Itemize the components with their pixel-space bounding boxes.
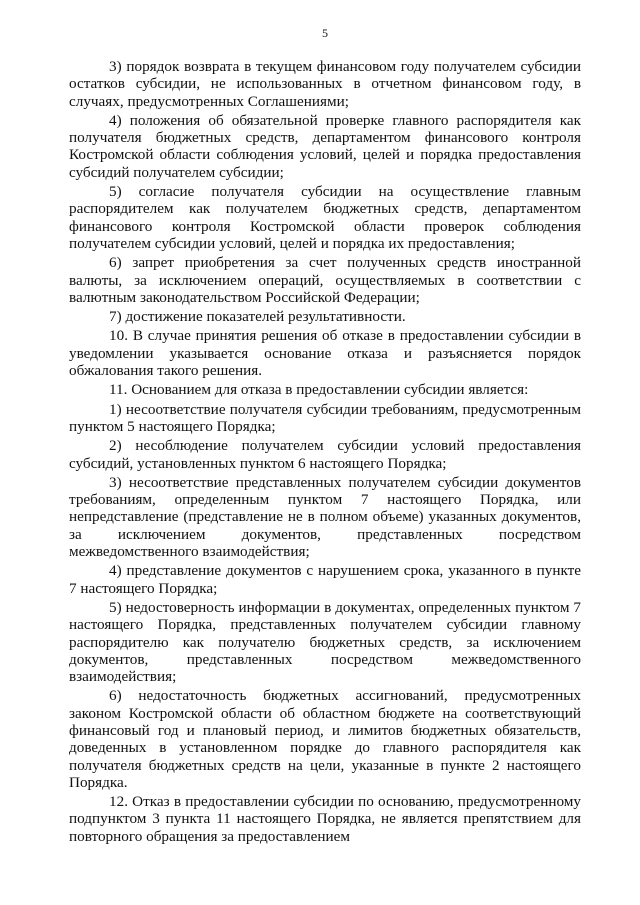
paragraph: 6) недостаточность бюджетных ассигнований, предусмотренных законом Костромской области об областном бюджете на соответствующий финансовый год и плановый период, и лимитов бюджетных обязательств, доведенных в установленном порядке до главного распорядителя как получателя бюджетных средств на цели, указанные в пункте 2 настоящего Порядка.	[69, 687, 581, 791]
paragraph: 5) недостоверность информации в документах, определенных пунктом 7 настоящего Порядка, представленных получателем субсидии главному распорядителю как получателю бюджетных средств, за исключением документов, представленных посредством межведомственного взаимодействия;	[69, 598, 581, 686]
paragraph: 4) положения об обязательной проверке главного распорядителя как получателя бюджетных средств, департаментом финансового контроля Костромской области соблюдения условий, целей и порядка предоставления субсидий получателем субсидии;	[69, 111, 581, 181]
paragraph: 2) несоблюдение получателем субсидии условий предоставления субсидий, установленных пунктом 6 настоящего Порядка;	[69, 437, 581, 472]
paragraph: 6) запрет приобретения за счет полученных средств иностранной валюты, за исключением операций, осуществляемых в соответствии с валютным законодательством Российской Федерации;	[69, 254, 581, 306]
paragraph: 3) несоответствие представленных получателем субсидии документов требованиям, определенным пунктом 7 настоящего Порядка, или непредставление (представление не в полном объеме) указанных документов, за исключением документов, представленных посредством межведомственного взаимодействия;	[69, 473, 581, 561]
paragraph: 1) несоответствие получателя субсидии требованиям, предусмотренным пунктом 5 настоящего Порядка;	[69, 400, 581, 435]
paragraph: 11. Основанием для отказа в предоставлении субсидии является:	[109, 381, 529, 399]
document-body	[69, 58, 581, 845]
paragraph: 5) согласие получателя субсидии на осуществление главным распорядителем как получателем бюджетных средств, департаментом финансового контроля Костромской области проверок соблюдения получателем субсидии условий, целей и порядка их предоставления;	[69, 183, 581, 252]
page-number: 5	[322, 26, 328, 40]
paragraph: 12. Отказ в предоставлении субсидии по основанию, предусмотренному подпунктом 3 пункта 11 настоящего Порядка, не является препятствием для повторного обращения за предоставлением	[69, 793, 581, 845]
paragraph: 7) достижение показателей результативности.	[109, 308, 406, 326]
paragraph: 4) представление документов с нарушением срока, указанного в пункте 7 настоящего Порядка;	[69, 562, 581, 597]
paragraph: 10. В случае принятия решения об отказе в предоставлении субсидии в уведомлении указывается основание отказа и разъясняется порядок обжалования такого решения.	[69, 327, 581, 380]
paragraph: 3) порядок возврата в текущем финансовом году получателем субсидии остатков субсидии, не использованных в отчетном финансовом году, в случаях, предусмотренных Соглашениями;	[69, 58, 581, 110]
